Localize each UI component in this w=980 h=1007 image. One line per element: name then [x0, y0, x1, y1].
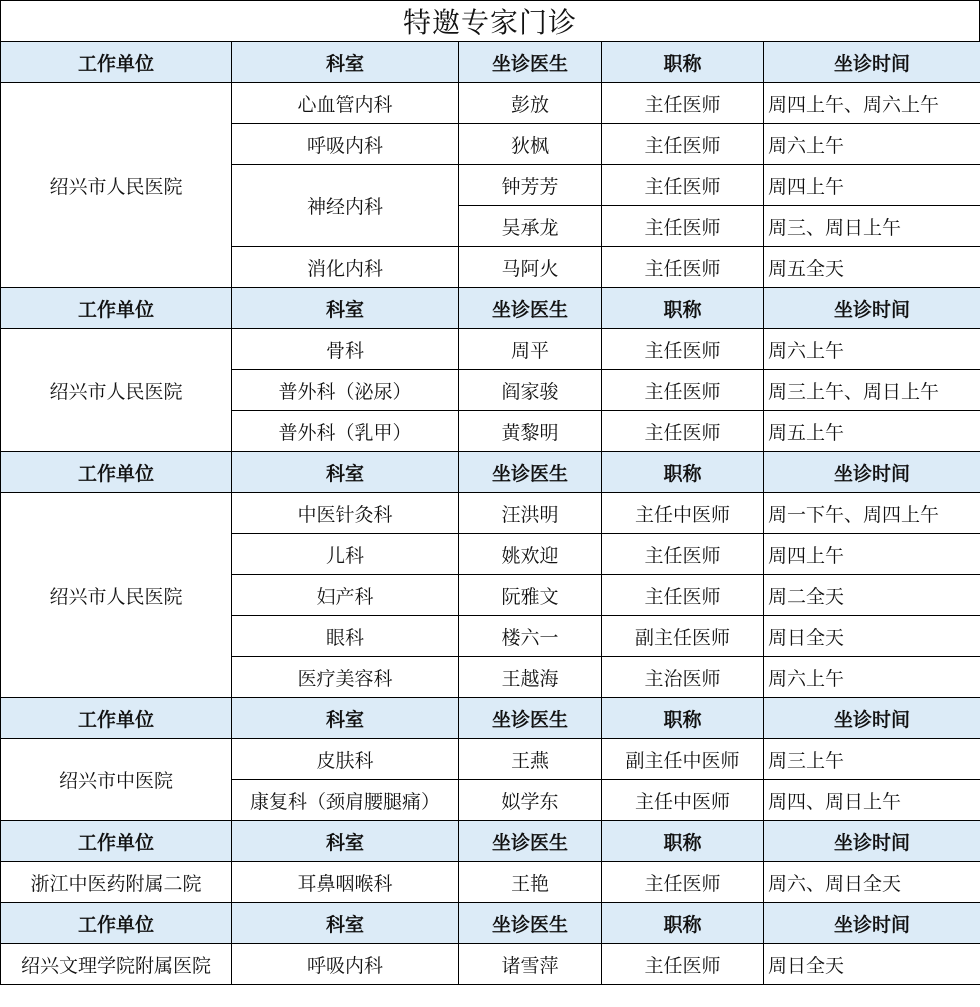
header-time: 坐诊时间 — [764, 698, 980, 739]
header-time: 坐诊时间 — [764, 452, 980, 493]
time-cell: 周三、周日上午 — [764, 206, 980, 247]
header-doctor: 坐诊医生 — [459, 452, 602, 493]
header-time: 坐诊时间 — [764, 903, 980, 944]
time-cell: 周六上午 — [764, 329, 980, 370]
dept-cell: 皮肤科 — [232, 739, 459, 780]
dept-cell: 医疗美容科 — [232, 657, 459, 698]
rank-cell: 主任医师 — [602, 165, 764, 206]
doctor-cell: 楼六一 — [459, 616, 602, 657]
header-unit: 工作单位 — [1, 903, 232, 944]
header-rank: 职称 — [602, 903, 764, 944]
table-row — [1, 493, 980, 534]
doctor-cell: 王艳 — [459, 862, 602, 903]
dept-cell: 眼科 — [232, 616, 459, 657]
header-dept: 科室 — [232, 452, 459, 493]
header-doctor: 坐诊医生 — [459, 903, 602, 944]
rank-cell: 主任医师 — [602, 944, 764, 985]
rank-cell: 主任中医师 — [602, 493, 764, 534]
dept-cell: 骨科 — [232, 329, 459, 370]
clinic-table — [0, 41, 980, 985]
dept-cell: 普外科（泌尿） — [232, 370, 459, 411]
header-doctor: 坐诊医生 — [459, 42, 602, 83]
doctor-cell: 诸雪萍 — [459, 944, 602, 985]
dept-cell: 神经内科 — [232, 165, 459, 247]
table-row — [1, 944, 980, 985]
header-row — [1, 903, 980, 944]
header-doctor: 坐诊医生 — [459, 821, 602, 862]
header-rank: 职称 — [602, 42, 764, 83]
rank-cell: 主任医师 — [602, 534, 764, 575]
doctor-cell: 狄枫 — [459, 124, 602, 165]
dept-cell: 康复科（颈肩腰腿痛） — [232, 780, 459, 821]
rank-cell: 主治医师 — [602, 657, 764, 698]
dept-cell: 呼吸内科 — [232, 944, 459, 985]
dept-cell: 耳鼻咽喉科 — [232, 862, 459, 903]
doctor-cell: 王越海 — [459, 657, 602, 698]
table-row — [1, 329, 980, 370]
header-dept: 科室 — [232, 821, 459, 862]
rank-cell: 主任医师 — [602, 206, 764, 247]
table-row — [1, 739, 980, 780]
rank-cell: 主任医师 — [602, 83, 764, 124]
time-cell: 周二全天 — [764, 575, 980, 616]
rank-cell: 主任医师 — [602, 862, 764, 903]
rank-cell: 主任医师 — [602, 124, 764, 165]
time-cell: 周四上午、周六上午 — [764, 83, 980, 124]
table-row — [1, 862, 980, 903]
header-time: 坐诊时间 — [764, 821, 980, 862]
time-cell: 周五全天 — [764, 247, 980, 288]
unit-cell: 浙江中医药附属二院 — [1, 862, 232, 903]
unit-cell: 绍兴文理学院附属医院 — [1, 944, 232, 985]
time-cell: 周一下午、周四上午 — [764, 493, 980, 534]
time-cell: 周四上午 — [764, 534, 980, 575]
header-row — [1, 821, 980, 862]
rank-cell: 主任医师 — [602, 370, 764, 411]
clinic-table-body — [1, 42, 980, 985]
doctor-cell: 阎家骏 — [459, 370, 602, 411]
rank-cell: 副主任中医师 — [602, 739, 764, 780]
doctor-cell: 姒学东 — [459, 780, 602, 821]
dept-cell: 儿科 — [232, 534, 459, 575]
doctor-cell: 阮雅文 — [459, 575, 602, 616]
time-cell: 周日全天 — [764, 616, 980, 657]
header-row — [1, 698, 980, 739]
doctor-cell: 周平 — [459, 329, 602, 370]
unit-cell: 绍兴市人民医院 — [1, 493, 232, 698]
doctor-cell: 吴承龙 — [459, 206, 602, 247]
header-unit: 工作单位 — [1, 42, 232, 83]
dept-cell: 消化内科 — [232, 247, 459, 288]
time-cell: 周六、周日全天 — [764, 862, 980, 903]
rank-cell: 主任医师 — [602, 329, 764, 370]
rank-cell: 副主任医师 — [602, 616, 764, 657]
header-rank: 职称 — [602, 821, 764, 862]
dept-cell: 妇产科 — [232, 575, 459, 616]
unit-cell: 绍兴市人民医院 — [1, 83, 232, 288]
header-rank: 职称 — [602, 698, 764, 739]
header-dept: 科室 — [232, 698, 459, 739]
header-doctor: 坐诊医生 — [459, 288, 602, 329]
dept-cell: 心血管内科 — [232, 83, 459, 124]
doctor-cell: 汪洪明 — [459, 493, 602, 534]
header-unit: 工作单位 — [1, 698, 232, 739]
doctor-cell: 钟芳芳 — [459, 165, 602, 206]
header-unit: 工作单位 — [1, 288, 232, 329]
time-cell: 周三上午 — [764, 739, 980, 780]
rank-cell: 主任中医师 — [602, 780, 764, 821]
time-cell: 周六上午 — [764, 657, 980, 698]
header-dept: 科室 — [232, 42, 459, 83]
header-unit: 工作单位 — [1, 821, 232, 862]
dept-cell: 普外科（乳甲） — [232, 411, 459, 452]
table-row — [1, 83, 980, 124]
unit-cell: 绍兴市中医院 — [1, 739, 232, 821]
doctor-cell: 马阿火 — [459, 247, 602, 288]
time-cell: 周六上午 — [764, 124, 980, 165]
doctor-cell: 彭放 — [459, 83, 602, 124]
dept-cell: 呼吸内科 — [232, 124, 459, 165]
rank-cell: 主任医师 — [602, 411, 764, 452]
time-cell: 周五上午 — [764, 411, 980, 452]
rank-cell: 主任医师 — [602, 247, 764, 288]
header-dept: 科室 — [232, 903, 459, 944]
header-row — [1, 452, 980, 493]
header-unit: 工作单位 — [1, 452, 232, 493]
header-time: 坐诊时间 — [764, 288, 980, 329]
page-title: 特邀专家门诊 — [0, 0, 980, 41]
header-doctor: 坐诊医生 — [459, 698, 602, 739]
header-row — [1, 42, 980, 83]
doctor-cell: 王燕 — [459, 739, 602, 780]
unit-cell: 绍兴市人民医院 — [1, 329, 232, 452]
header-rank: 职称 — [602, 288, 764, 329]
header-dept: 科室 — [232, 288, 459, 329]
header-rank: 职称 — [602, 452, 764, 493]
doctor-cell: 姚欢迎 — [459, 534, 602, 575]
time-cell: 周三上午、周日上午 — [764, 370, 980, 411]
doctor-cell: 黄黎明 — [459, 411, 602, 452]
dept-cell: 中医针灸科 — [232, 493, 459, 534]
rank-cell: 主任医师 — [602, 575, 764, 616]
time-cell: 周四、周日上午 — [764, 780, 980, 821]
time-cell: 周日全天 — [764, 944, 980, 985]
time-cell: 周四上午 — [764, 165, 980, 206]
header-row — [1, 288, 980, 329]
header-time: 坐诊时间 — [764, 42, 980, 83]
